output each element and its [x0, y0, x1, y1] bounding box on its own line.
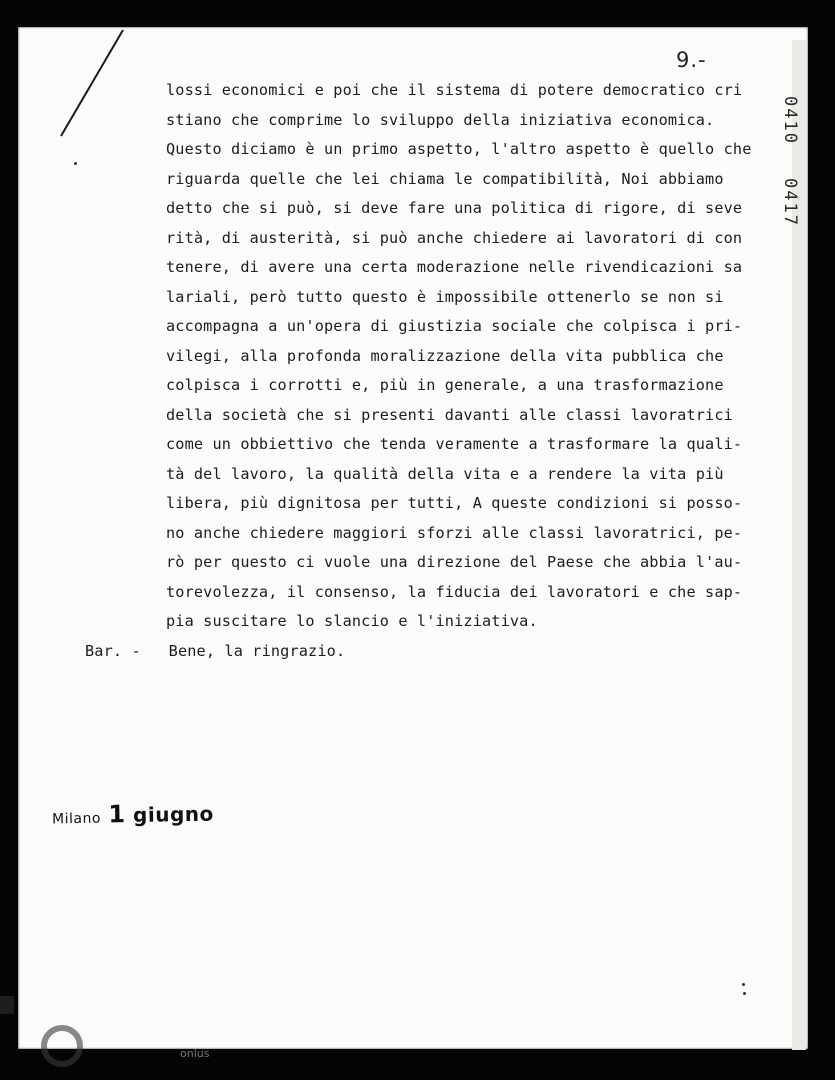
- text-line: lariali, però tutto questo è impossibile ottenerlo se non si: [166, 287, 724, 306]
- text-line: pia suscitare lo slancio e l'iniziativa.: [166, 612, 538, 630]
- page-number: 9.-: [676, 48, 707, 72]
- text-line: accompagna a un'opera di giustizia sociale che colpisca i pri-: [166, 317, 743, 335]
- archive-stamp-0417: 0417: [780, 178, 800, 227]
- text-line: come un obbiettivo che tenda veramente a trasformare la quali-: [166, 435, 743, 453]
- text-line: libera, più dignitosa per tutti, A queste condizioni si posso-: [166, 494, 743, 512]
- text-line: della società che si presenti davanti alle classi lavoratrici: [166, 405, 733, 424]
- ink-speck: [742, 983, 745, 986]
- watermark-text: onlus: [180, 1047, 210, 1060]
- text-line: detto che si può, si deve fare una politica di rigore, di seve: [166, 199, 743, 217]
- text-line: Questo diciamo è un primo aspetto, l'altro aspetto è quello che: [166, 140, 752, 158]
- text-line: colpisca i corrotti e, più in generale, a una trasformazione: [166, 376, 724, 394]
- ink-speck: [743, 992, 746, 995]
- text-line: rità, di austerità, si può anche chiedere ai lavoratori di con: [166, 228, 743, 247]
- text-line: lossi economici e poi che il sistema di potere democratico cri: [166, 81, 743, 99]
- archive-stamp-0410: 0410: [780, 96, 800, 145]
- text-line: vilegi, alla profonda moralizzazione della vita pubblica che: [166, 346, 724, 365]
- handwritten-day: 1: [108, 800, 126, 829]
- text-line: stiano che comprime lo sviluppo della iniziativa economica.: [166, 110, 715, 129]
- ink-speck: [74, 162, 77, 165]
- pencil-stroke-mark: [55, 28, 130, 143]
- handwritten-month: giugno: [132, 801, 214, 827]
- handwritten-city: Milano: [51, 810, 102, 828]
- transcript-body: [166, 76, 752, 637]
- text-line: tà del lavoro, la qualità della vita e a rendere la vita più: [166, 464, 724, 483]
- speaker-text: Bene, la ringrazio.: [168, 642, 346, 660]
- text-line: rò per questo ci vuole una direzione del Paese che abbia l'au-: [166, 553, 743, 571]
- text-line: riguarda quelle che lei chiama le compatibilità, Noi abbiamo: [166, 169, 724, 188]
- text-line: torevolezza, il consenso, la fiducia dei lavoratori e che sap-: [166, 582, 743, 601]
- text-line: tenere, di avere una certa moderazione nelle rivendicazioni sa: [166, 258, 743, 276]
- speaker-label: Bar. -: [85, 642, 141, 660]
- text-line: no anche chiedere maggiori sforzi alle classi lavoratrici, pe-: [166, 523, 743, 542]
- speaker-line: [85, 640, 345, 662]
- watermark-logo-icon: [0, 990, 95, 1070]
- handwritten-date-note: [52, 799, 214, 830]
